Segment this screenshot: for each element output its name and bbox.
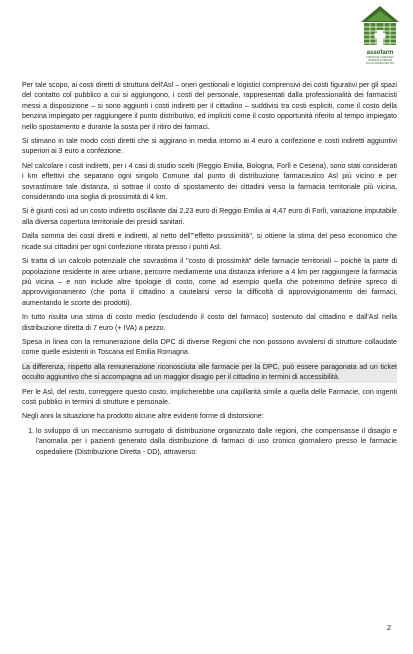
highlighted-paragraph: La differenza, rispetto alla remunerazione riconosciuta alle farmacie per la DPC, può essere paragonata ad un ticket occulto aggiuntivo che si accompagna ad un maggior disagio per il cittadino in termini di accessibilità.	[22, 362, 397, 382]
list-item: 1. lo sviluppo di un meccanismo surrogato di distribuzione organizzato dalle regioni, che compensasse il disagio e l'anomalia per i pazienti generato dalla distribuzione di farmaci di uso cronico giornaliero presso le farmacie ospedaliere (Distribuzione Diretta - DD), attraverso:	[36, 426, 397, 457]
document-body	[22, 80, 397, 457]
paragraph: Si stimano in tale modo costi diretti che si aggirano in media intorno ai 4 euro a confezione e costi indiretti aggiuntivi superiori ai 3 euro a confezione.	[22, 137, 397, 156]
logo-mark-icon	[358, 3, 402, 49]
paragraph: Spesa in linea con la remunerazione della DPC di diverse Regioni che non possono avvalersi di strutture collaudate come quelle esistenti in Toscana ed Emilia Romagna.	[22, 337, 397, 357]
logo-subtitle: FARMACIE COMUNALI AZIENDE E SERVIZI SOCIO-FARMACEUTICI	[365, 56, 395, 66]
logo-name: assofarm	[366, 50, 394, 56]
paragraph: In tutto risulta una stima di costo medio (escludendo il costo del farmaco) sostenuto dal cittadino e dall'Asl nella distribuzione diretta di 7 euro (+ IVA) a pezzo.	[22, 313, 397, 332]
paragraph: Per le Asl, del resto, correggere questo costo, implicherebbe una capillarità simile a quella delle Farmacie, con ingenti costi pubblici in termini di strutture e personale.	[22, 387, 397, 406]
paragraph: Si tratta di un calcolo potenziale che sovrastima il "costo di prossimità" delle farmacie territoriali – poiché la parte di popolazione residente in aree urbane, percorre mediamente una distanza inferiore a 4 km per raggiungere la farmacia più vicina – e non include altre tipologie di costo, come ad esempio quella che potremmo definire spreco di approvvigionamento (che porta il cittadino a cautelarsi verso la difficoltà di approvvigionamento dei farmaci, aumentando le scorte dei prodotti).	[22, 257, 397, 307]
paragraph: Per tale scopo, ai costi diretti di struttura dell'Asl – oneri gestionali e logistici comprensivi dei costi figurativi per gli spazi del contatto col pubblico a cui si aggiungono, i costi del personale, rappresentati dalla professionalità dei farmacisti messi a disposizione – si sono aggiunti i costi indiretti per il cittadino – suddivisi tra costi espliciti, come il costo della benzina impiegato per raggiungere il punto distributivo, ed impliciti come il costo opportunità riferito al tempo impiegato nello spostamento e durante la sosta per il ritiro dei farmaci.	[22, 81, 397, 131]
numbered-list	[22, 426, 397, 457]
paragraph: Nel calcolare i costi indiretti, per i 4 casi di studio scelti (Reggio Emilia, Bologna, Forlì e Cesena), sono stati considerati i km effettivi che separano ogni singolo Comune dal punto di distribuzione farmaceutico Asl più vicino e per sovrastimare tale distanza, si sottrae il costo di spostamento dei cittadini verso la farmacia territoriale più vicina, considerando una soglia di prossimità di 4 km.	[22, 161, 397, 202]
assofarm-logo	[358, 3, 402, 65]
page-number: 2	[386, 623, 391, 632]
paragraph: Negli anni la situazione ha prodotto alcune altre evidenti forme di distorsione:	[22, 412, 264, 421]
paragraph: Dalla somma dei costi diretti e indiretti, al netto dell'"effetto prossimità", si ottiene la stima del peso economico che ricade sui cittadini per ogni confezione ritirata presso i punti Asl.	[22, 232, 397, 251]
paragraph: Si è giunti così ad un costo indiretto oscillante dai 2,23 euro di Reggio Emilia ai 4,47 euro di Forlì, variazione imputabile alla diversa copertura territoriale dei presidi sanitari.	[22, 207, 397, 226]
